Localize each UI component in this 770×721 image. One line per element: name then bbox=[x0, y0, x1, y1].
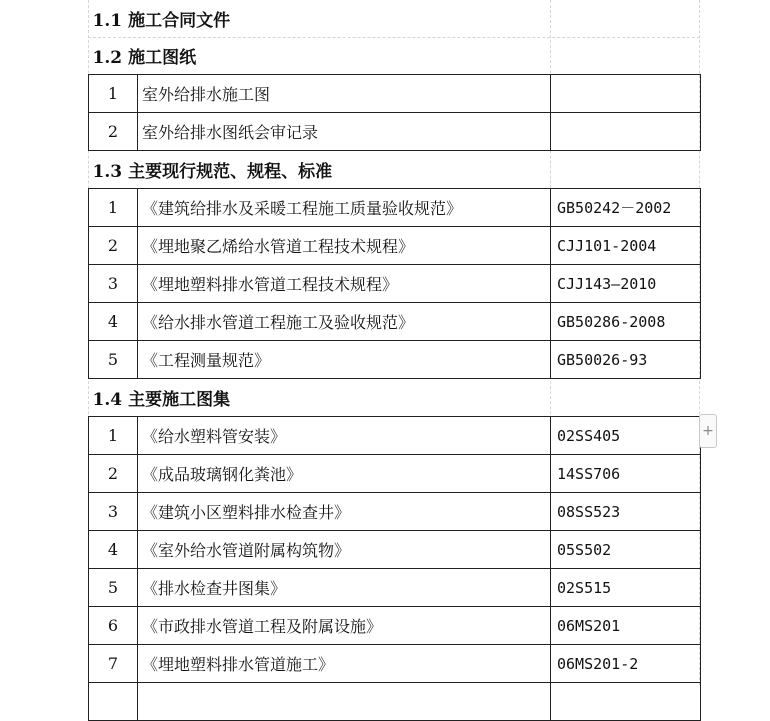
row-code: 05S502 bbox=[551, 531, 701, 569]
row-code: 06MS201 bbox=[551, 607, 701, 645]
row-code: 06MS201-2 bbox=[551, 645, 701, 683]
row-index: 3 bbox=[89, 493, 138, 531]
row-index: 4 bbox=[89, 531, 138, 569]
table-row bbox=[89, 607, 701, 645]
plus-icon: + bbox=[702, 423, 714, 439]
section-number: 1.2 bbox=[92, 48, 123, 68]
row-name: 《排水检查井图集》 bbox=[138, 569, 551, 607]
row-index: 5 bbox=[89, 341, 138, 379]
row-index: 6 bbox=[89, 607, 138, 645]
table-row bbox=[89, 455, 701, 493]
row-code bbox=[551, 683, 701, 721]
section-heading bbox=[89, 0, 701, 37]
row-code: 08SS523 bbox=[551, 493, 701, 531]
row-name: 《埋地塑料排水管道工程技术规程》 bbox=[138, 265, 551, 303]
row-code: 14SS706 bbox=[551, 455, 701, 493]
row-code: 02S515 bbox=[551, 569, 701, 607]
table-row bbox=[89, 645, 701, 683]
row-index: 3 bbox=[89, 265, 138, 303]
row-index: 1 bbox=[89, 417, 138, 455]
row-index: 1 bbox=[89, 75, 138, 113]
row-code: GB50286-2008 bbox=[551, 303, 701, 341]
row-name: 《埋地塑料排水管道施工》 bbox=[138, 645, 551, 683]
row-name: 《工程测量规范》 bbox=[138, 341, 551, 379]
row-name: 《室外给水管道附属构筑物》 bbox=[138, 531, 551, 569]
row-code: GB50242－2002 bbox=[551, 189, 701, 227]
row-code: CJJ101-2004 bbox=[551, 227, 701, 265]
row-name: 《埋地聚乙烯给水管道工程技术规程》 bbox=[138, 227, 551, 265]
section-number: 1.1 bbox=[92, 11, 123, 31]
section-heading bbox=[89, 37, 701, 75]
row-name: 《建筑给排水及采暖工程施工质量验收规范》 bbox=[138, 189, 551, 227]
table-row bbox=[89, 569, 701, 607]
row-name: 室外给排水施工图 bbox=[138, 75, 551, 113]
row-code: GB50026-93 bbox=[551, 341, 701, 379]
row-name: 《成品玻璃钢化粪池》 bbox=[138, 455, 551, 493]
standards-table bbox=[88, 0, 701, 721]
row-name: 室外给排水图纸会审记录 bbox=[138, 113, 551, 151]
table-row bbox=[89, 189, 701, 227]
table-row bbox=[89, 113, 701, 151]
section-number: 1.4 bbox=[92, 390, 123, 410]
table-row bbox=[89, 493, 701, 531]
section-title: 主要施工图集 bbox=[128, 390, 231, 410]
table-row bbox=[89, 265, 701, 303]
table-row bbox=[89, 417, 701, 455]
row-index: 2 bbox=[89, 227, 138, 265]
row-index: 2 bbox=[89, 455, 138, 493]
row-code bbox=[551, 75, 701, 113]
section-title: 主要现行规范、规程、标准 bbox=[128, 162, 333, 182]
table-row bbox=[89, 341, 701, 379]
section-title: 施工图纸 bbox=[128, 48, 197, 68]
section-heading bbox=[89, 379, 701, 417]
row-index: 7 bbox=[89, 645, 138, 683]
add-row-button[interactable] bbox=[699, 414, 717, 448]
row-index bbox=[89, 683, 138, 721]
section-number: 1.3 bbox=[92, 162, 123, 182]
table-row bbox=[89, 303, 701, 341]
row-name: 《市政排水管道工程及附属设施》 bbox=[138, 607, 551, 645]
table-row bbox=[89, 227, 701, 265]
row-code: CJJ143—2010 bbox=[551, 265, 701, 303]
row-code: 02SS405 bbox=[551, 417, 701, 455]
row-name bbox=[138, 683, 551, 721]
row-index: 4 bbox=[89, 303, 138, 341]
row-index: 2 bbox=[89, 113, 138, 151]
section-heading bbox=[89, 151, 701, 189]
table-row bbox=[89, 75, 701, 113]
table-row bbox=[89, 531, 701, 569]
section-title: 施工合同文件 bbox=[128, 11, 231, 31]
row-name: 《给水排水管道工程施工及验收规范》 bbox=[138, 303, 551, 341]
row-index: 1 bbox=[89, 189, 138, 227]
table-row bbox=[89, 683, 701, 721]
row-name: 《给水塑料管安装》 bbox=[138, 417, 551, 455]
row-index: 5 bbox=[89, 569, 138, 607]
row-name: 《建筑小区塑料排水检查井》 bbox=[138, 493, 551, 531]
row-code bbox=[551, 113, 701, 151]
